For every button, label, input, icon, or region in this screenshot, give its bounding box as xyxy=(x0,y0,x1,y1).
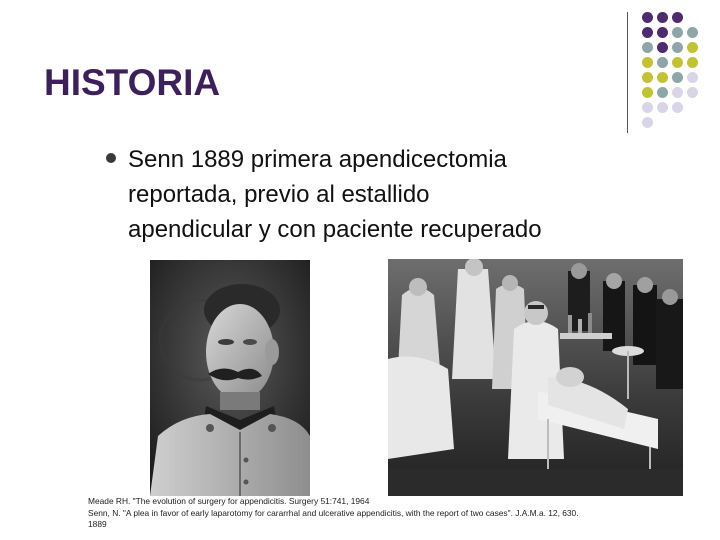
slide-title: HISTORIA xyxy=(44,62,221,103)
decorative-dot xyxy=(657,42,668,53)
decorative-dot xyxy=(687,72,698,83)
decorative-dot xyxy=(687,27,698,38)
bullet-text xyxy=(128,142,668,247)
operating-room-illustration xyxy=(388,259,683,496)
decorative-dot xyxy=(672,72,683,83)
decorative-dot xyxy=(642,72,653,83)
decorative-dot-grid xyxy=(0,0,720,140)
bullet-line: reportada, previo al estallido xyxy=(128,181,430,208)
decorative-dot xyxy=(672,102,683,113)
reference-line: 1889 xyxy=(88,519,107,529)
decorative-dot xyxy=(657,12,668,23)
decorative-dot xyxy=(687,87,698,98)
decorative-dot xyxy=(642,42,653,53)
decorative-dot xyxy=(672,12,683,23)
decorative-dot xyxy=(672,57,683,68)
operating-room-photo xyxy=(388,259,683,496)
bullet-line: Senn 1889 primera apendicectomia xyxy=(128,146,507,173)
reference-line: Meade RH. "The evolution of surgery for appendicitis. Surgery 51:741, 1964 xyxy=(88,496,370,506)
decorative-dot xyxy=(672,87,683,98)
decorative-dot xyxy=(672,42,683,53)
decorative-dot xyxy=(657,57,668,68)
decorative-dot xyxy=(657,102,668,113)
decorative-dot xyxy=(687,57,698,68)
decorative-dot xyxy=(642,117,653,128)
reference-line: Senn, N. "A plea in favor of early laparotomy for cararrhal and ulcerative appendicitis, with the report of two cases". J.A.M.a. 12, 630. xyxy=(88,507,579,518)
portrait-illustration xyxy=(150,260,310,496)
portrait-photo xyxy=(150,260,310,496)
decorative-dot xyxy=(642,12,653,23)
decorative-dot xyxy=(657,87,668,98)
decorative-dot xyxy=(642,27,653,38)
bullet-icon xyxy=(106,153,116,163)
bullet-line: apendicular y con paciente recuperado xyxy=(128,216,542,243)
decorative-dot xyxy=(642,102,653,113)
decorative-dot xyxy=(657,27,668,38)
decorative-dot xyxy=(642,57,653,68)
decorative-dot xyxy=(657,72,668,83)
decorative-dot xyxy=(672,27,683,38)
decorative-dot xyxy=(687,42,698,53)
references xyxy=(88,496,688,531)
decorative-dot xyxy=(642,87,653,98)
